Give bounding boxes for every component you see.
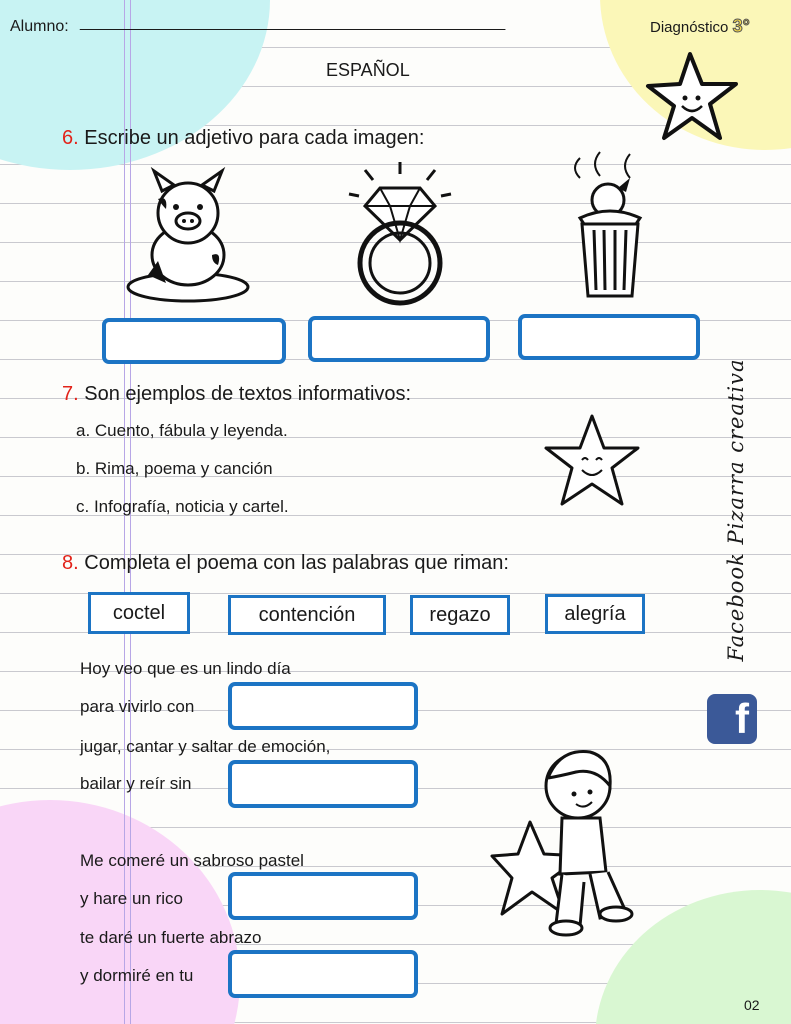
poem-line: jugar, cantar y saltar de emoción, bbox=[80, 737, 331, 756]
question-8-number: 8. bbox=[62, 552, 79, 574]
facebook-watermark: Facebook Pizarra creativa bbox=[724, 358, 748, 662]
student-name-line[interactable]: __________________________________________________ bbox=[80, 14, 505, 31]
option-c[interactable]: c. Infografía, noticia y cartel. bbox=[76, 497, 289, 516]
boy-holding-star-icon bbox=[480, 742, 650, 942]
poem-answer-box-1[interactable] bbox=[228, 682, 418, 730]
question-6-prompt bbox=[62, 127, 424, 150]
question-6-text: Escribe un adjetivo para cada imagen: bbox=[84, 127, 425, 149]
facebook-icon[interactable]: f bbox=[707, 694, 757, 744]
diagnostic-text: Diagnóstico bbox=[650, 19, 729, 36]
question-8-prompt bbox=[62, 552, 509, 575]
pink-blob bbox=[0, 800, 240, 1024]
word-bank-item: coctel bbox=[88, 592, 190, 634]
student-label: Alumno: bbox=[10, 18, 69, 35]
word-bank-item: regazo bbox=[410, 595, 510, 635]
trash-can-icon bbox=[560, 148, 660, 303]
poem-answer-box-4[interactable] bbox=[228, 950, 418, 998]
poem-line: bailar y reír sin bbox=[80, 774, 192, 793]
option-b[interactable]: b. Rima, poema y canción bbox=[76, 459, 273, 478]
grade-label: 3° bbox=[732, 16, 750, 36]
word-bank-item: alegría bbox=[545, 594, 645, 634]
question-8-text: Completa el poema con las palabras que riman: bbox=[84, 552, 509, 574]
diagnostic-label bbox=[650, 16, 750, 37]
adjective-answer-box-1[interactable] bbox=[102, 318, 286, 364]
option-a[interactable]: a. Cuento, fábula y leyenda. bbox=[76, 421, 288, 440]
poem-line: Hoy veo que es un lindo día bbox=[80, 659, 291, 678]
adjective-answer-box-2[interactable] bbox=[308, 316, 490, 362]
poem-line: Me comeré un sabroso pastel bbox=[80, 851, 304, 870]
poem-line: y hare un rico bbox=[80, 889, 183, 908]
question-7-text: Son ejemplos de textos informativos: bbox=[84, 383, 412, 405]
smiling-star-icon bbox=[640, 50, 750, 150]
question-7-prompt bbox=[62, 383, 411, 406]
poem-line: te daré un fuerte abrazo bbox=[80, 928, 262, 947]
page-number: 02 bbox=[744, 997, 760, 1013]
poem-line: para vivirlo con bbox=[80, 697, 195, 716]
dirty-pig-icon bbox=[118, 165, 258, 305]
subject-title: ESPAÑOL bbox=[326, 60, 410, 80]
question-6-number: 6. bbox=[62, 127, 79, 149]
question-7-number: 7. bbox=[62, 383, 79, 405]
smiling-star-icon bbox=[538, 412, 648, 512]
word-bank-item: contención bbox=[228, 595, 386, 635]
adjective-answer-box-3[interactable] bbox=[518, 314, 700, 360]
poem-line: y dormiré en tu bbox=[80, 966, 194, 985]
poem-answer-box-2[interactable] bbox=[228, 760, 418, 808]
poem-answer-box-3[interactable] bbox=[228, 872, 418, 920]
diamond-ring-icon bbox=[335, 158, 465, 308]
